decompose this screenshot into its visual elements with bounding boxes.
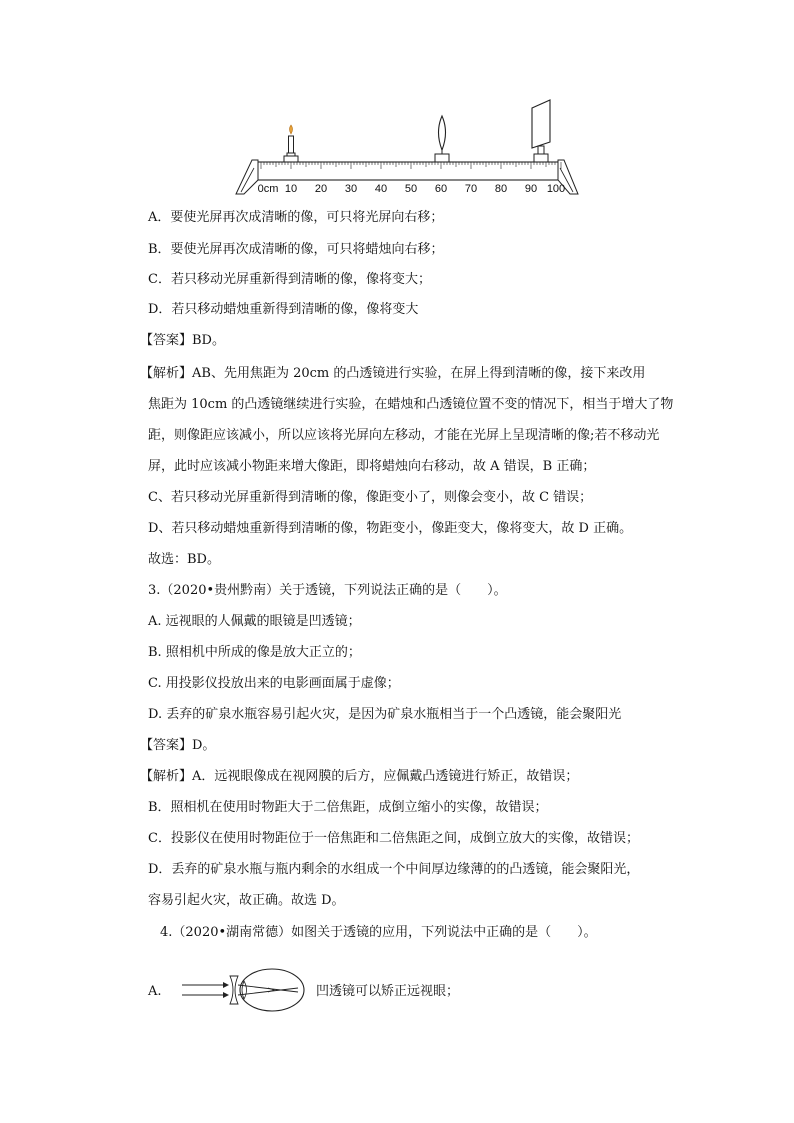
tick-label: 60	[434, 183, 448, 195]
q4-stem: 4.（2020•湖南常德）如图关于透镜的应用，下列说法中正确的是（ ）。	[160, 925, 597, 940]
q2-option-d: D．若只移动蜡烛重新得到清晰的像，像将变大	[148, 302, 419, 317]
q2-option-a: A．要使光屏再次成清晰的像，可只将光屏向右移；	[148, 210, 444, 225]
q2-analysis-line: 【解析】AB、先用焦距为 20cm 的凸透镜进行实验，在屏上得到清晰的像，接下来改用	[140, 366, 646, 381]
eyeball-icon	[240, 969, 304, 1011]
eye-lens-diagram	[180, 966, 315, 1016]
q2-option-b: B．要使光屏再次成清晰的像，可只将蜡烛向右移；	[148, 242, 444, 257]
q4-option-a-text: 凹透镜可以矫正远视眼；	[316, 984, 460, 999]
tick-label: 10	[284, 183, 298, 195]
tick-label: 100	[546, 183, 566, 195]
tick-label: 70	[464, 183, 478, 195]
q3-option-c: C. 用投影仪投放出来的电影画面属于虚像；	[148, 676, 400, 691]
q3-answer: 【答案】D。	[140, 738, 216, 753]
tick-label: 20	[314, 183, 328, 195]
q3-analysis-line: 【解析】A．远视眼像成在视网膜的后方，应佩戴凸透镜进行矫正，故错误；	[140, 769, 579, 784]
tick-label: 90	[524, 183, 538, 195]
tick-label: 50	[404, 183, 418, 195]
q2-option-c: C．若只移动光屏重新得到清晰的像，像将变大；	[148, 272, 431, 287]
light-screen-icon	[532, 100, 550, 154]
q2-analysis-line: 屏，此时应该减小物距来增大像距，即将蜡烛向右移动，故 A 错误，B 正确；	[148, 459, 596, 474]
q3-option-b: B. 照相机中所成的像是放大正立的；	[148, 645, 361, 660]
concave-lens-icon	[230, 976, 238, 1004]
q3-analysis-line: D．丢弃的矿泉水瓶与瓶内剩余的水组成一个中间厚边缘薄的的凸透镜，能会聚阳光，	[148, 862, 640, 877]
q2-analysis-line: D、若只移动蜡烛重新得到清晰的像，物距变小，像距变大，像将变大，故 D 正确。	[148, 521, 633, 536]
q3-option-d: D. 丢弃的矿泉水瓶容易引起火灾，是因为矿泉水瓶相当于一个凸透镜，能会聚阳光	[148, 707, 622, 722]
q2-analysis-line: 距，则像距应该减小，所以应该将光屏向左移动，才能在光屏上呈现清晰的像;若不移动光	[148, 428, 660, 443]
q3-option-a: A. 远视眼的人佩戴的眼镜是凹透镜；	[148, 614, 361, 629]
candle-icon	[287, 125, 295, 156]
q3-analysis-line: C．投影仪在使用时物距位于一倍焦距和二倍焦距之间，成倒立放大的实像，故错误；	[148, 831, 639, 846]
q2-answer: 【答案】BD。	[140, 333, 225, 348]
q3-analysis-line: 容易引起火灾，故正确。故选 D。	[148, 893, 345, 908]
holders	[284, 154, 548, 162]
q3-stem: 3.（2020•贵州黔南）关于透镜，下列说法正确的是（ ）。	[148, 583, 507, 598]
bench-leg-left	[236, 160, 258, 194]
q2-analysis-line: 故选：BD。	[148, 552, 220, 567]
q4-option-a-label: A.	[148, 984, 162, 999]
optical-bench-figure	[232, 98, 582, 198]
q2-analysis-line: 焦距为 10cm 的凸透镜继续进行实验，在蜡烛和凸透镜位置不变的情况下，相当于增大了物	[148, 397, 674, 412]
tick-label: 80	[494, 183, 508, 195]
bench-tick-labels	[258, 183, 566, 195]
tick-label: 30	[344, 183, 358, 195]
q3-analysis-line: B．照相机在使用时物距大于二倍焦距，成倒立缩小的实像，故错误；	[148, 800, 548, 815]
tick-label: 0cm	[257, 183, 279, 195]
q2-analysis-line: C、若只移动光屏重新得到清晰的像，像距变小了，则像会变小，故 C 错误；	[148, 490, 593, 505]
convex-lens-icon	[439, 116, 446, 154]
tick-label: 40	[374, 183, 388, 195]
